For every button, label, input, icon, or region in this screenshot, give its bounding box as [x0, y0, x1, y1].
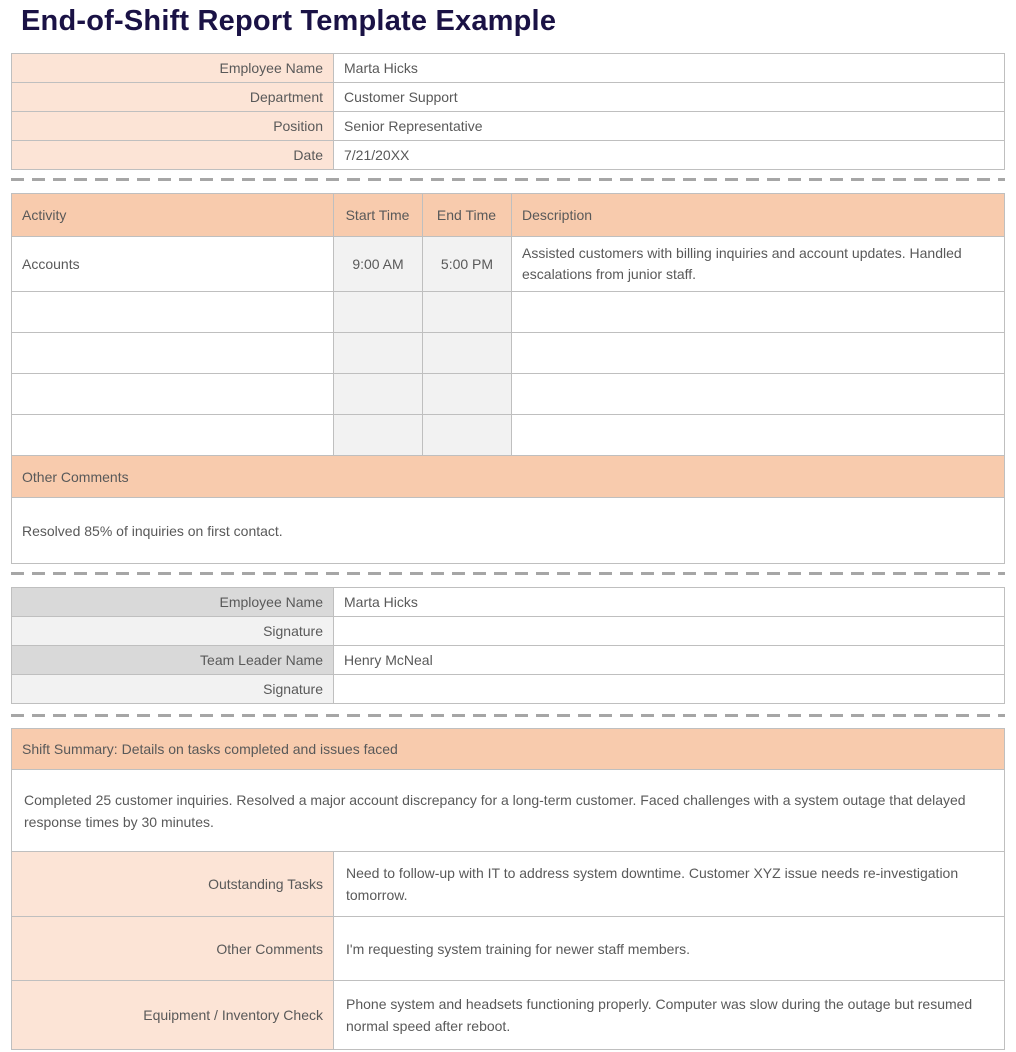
description-cell-empty[interactable]: [512, 292, 1005, 333]
field-label: Department: [12, 83, 334, 112]
field-label: Position: [12, 112, 334, 141]
table-row: [12, 617, 1005, 646]
field-label: Signature: [12, 617, 334, 646]
table-row: [12, 981, 1005, 1050]
other-comments-header-row: [12, 456, 1005, 498]
field-label: Date: [12, 141, 334, 170]
column-header-end-time: End Time: [423, 194, 512, 237]
activity-cell-empty[interactable]: [12, 374, 334, 415]
start-time-cell-empty[interactable]: [334, 333, 423, 374]
start-time-cell-empty[interactable]: [334, 415, 423, 456]
table-row: [12, 675, 1005, 704]
table-row: [12, 112, 1005, 141]
activity-row: [12, 237, 1005, 292]
position-field[interactable]: Senior Representative: [334, 112, 1005, 141]
column-header-activity: Activity: [12, 194, 334, 237]
field-label: Employee Name: [12, 588, 334, 617]
dashed-divider: [11, 714, 1005, 717]
signature-table: [11, 587, 1005, 704]
equipment-inventory-check-field[interactable]: Phone system and headsets functioning properly. Computer was slow during the outage but resumed normal speed after reboot.: [334, 981, 1005, 1050]
page-title: End-of-Shift Report Template Example: [21, 5, 557, 37]
other-comments-body-row: [12, 498, 1005, 564]
end-time-cell-empty[interactable]: [423, 415, 512, 456]
end-time-cell[interactable]: 5:00 PM: [423, 237, 512, 292]
description-cell-empty[interactable]: [512, 374, 1005, 415]
field-label: Equipment / Inventory Check: [12, 981, 334, 1050]
start-time-cell[interactable]: 9:00 AM: [334, 237, 423, 292]
field-label: Outstanding Tasks: [12, 852, 334, 917]
table-row: [12, 852, 1005, 917]
employee-info-table: [11, 53, 1005, 170]
end-time-cell-empty[interactable]: [423, 374, 512, 415]
start-time-cell-empty[interactable]: [334, 374, 423, 415]
table-row: [12, 588, 1005, 617]
summary-body-row: [12, 770, 1005, 852]
shift-summary-table: [11, 728, 1005, 1050]
other-comments-header: Other Comments: [12, 456, 1005, 498]
table-row: [12, 54, 1005, 83]
start-time-cell-empty[interactable]: [334, 292, 423, 333]
other-comments-bottom-field[interactable]: I'm requesting system training for newer staff members.: [334, 917, 1005, 981]
table-row: [12, 646, 1005, 675]
description-cell[interactable]: Assisted customers with billing inquiries and account updates. Handled escalations from junior staff.: [512, 237, 1005, 292]
column-header-description: Description: [512, 194, 1005, 237]
date-field[interactable]: 7/21/20XX: [334, 141, 1005, 170]
column-header-start-time: Start Time: [334, 194, 423, 237]
activity-cell-empty[interactable]: [12, 415, 334, 456]
employee-name-confirm-field[interactable]: Marta Hicks: [334, 588, 1005, 617]
activity-row-empty: [12, 292, 1005, 333]
end-time-cell-empty[interactable]: [423, 333, 512, 374]
activity-cell-empty[interactable]: [12, 333, 334, 374]
shift-summary-header: Shift Summary: Details on tasks completed and issues faced: [12, 729, 1005, 770]
field-label: Signature: [12, 675, 334, 704]
activity-row-empty: [12, 333, 1005, 374]
employee-name-field[interactable]: Marta Hicks: [334, 54, 1005, 83]
team-leader-signature-field[interactable]: [334, 675, 1005, 704]
activity-header-row: [12, 194, 1005, 237]
field-label: Other Comments: [12, 917, 334, 981]
dashed-divider: [11, 572, 1005, 575]
field-label: Team Leader Name: [12, 646, 334, 675]
shift-summary-field[interactable]: Completed 25 customer inquiries. Resolved a major account discrepancy for a long-term customer. Faced challenges with a system outage that delayed response times by 30 minutes.: [12, 770, 1005, 852]
team-leader-name-field[interactable]: Henry McNeal: [334, 646, 1005, 675]
dashed-divider: [11, 178, 1005, 181]
end-time-cell-empty[interactable]: [423, 292, 512, 333]
table-row: [12, 917, 1005, 981]
description-cell-empty[interactable]: [512, 333, 1005, 374]
description-cell-empty[interactable]: [512, 415, 1005, 456]
activity-cell-empty[interactable]: [12, 292, 334, 333]
table-row: [12, 83, 1005, 112]
activity-table: [11, 193, 1005, 564]
table-row: [12, 141, 1005, 170]
employee-signature-field[interactable]: [334, 617, 1005, 646]
activity-row-empty: [12, 374, 1005, 415]
activity-row-empty: [12, 415, 1005, 456]
summary-header-row: [12, 729, 1005, 770]
report-content: [11, 53, 1005, 1050]
field-label: Employee Name: [12, 54, 334, 83]
other-comments-field[interactable]: Resolved 85% of inquiries on first contact.: [12, 498, 1005, 564]
department-field[interactable]: Customer Support: [334, 83, 1005, 112]
outstanding-tasks-field[interactable]: Need to follow-up with IT to address system downtime. Customer XYZ issue needs re-investigation tomorrow.: [334, 852, 1005, 917]
report-page: [0, 4, 1016, 1050]
activity-cell[interactable]: Accounts: [12, 237, 334, 292]
